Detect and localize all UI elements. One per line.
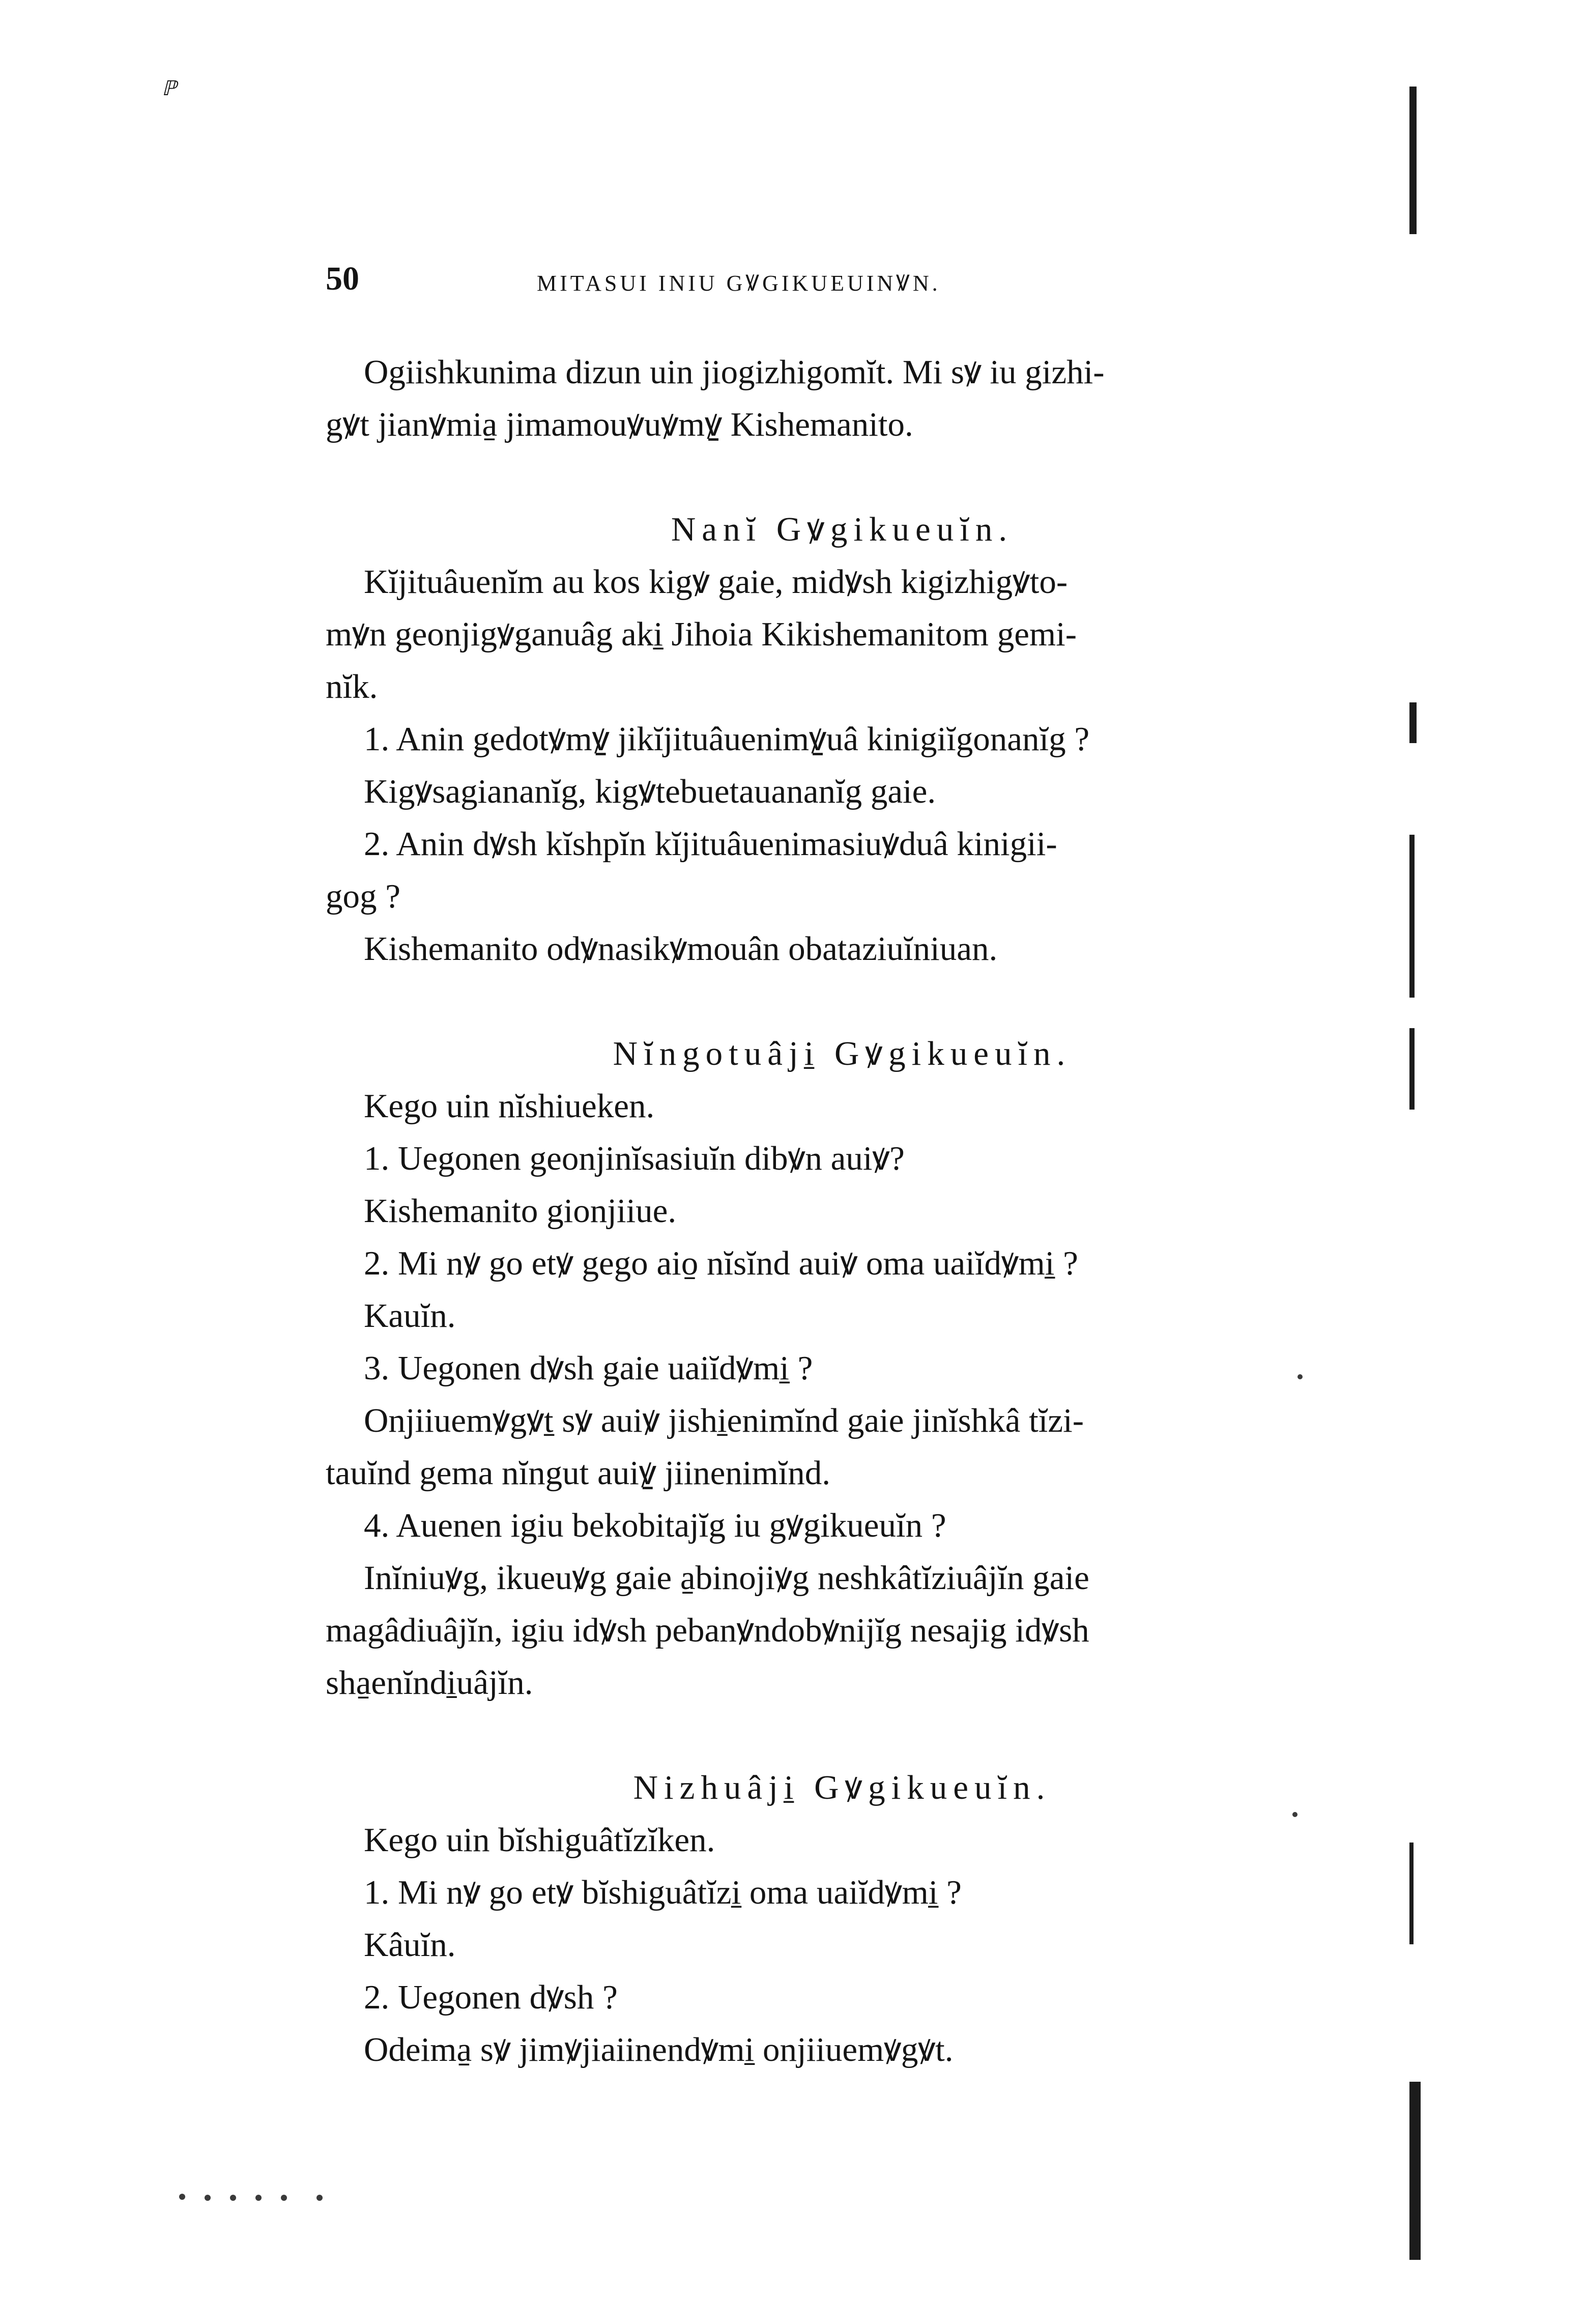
text-line: Ogiishkunima dizun uin jiogizhigomĭt. Mi sꝟ iu gizhi- — [364, 353, 1105, 391]
binding-edge-mark — [1409, 87, 1417, 234]
dust-speck — [1292, 1812, 1297, 1817]
binding-edge-mark — [1409, 1028, 1415, 1110]
question-line: 1. Uegonen geonjinĭsasiuĭn dibꝟn auiꝟ? — [364, 1140, 905, 1177]
question-line: 1. Anin gedotꝟmꝟ̱ jikĭjituâuenimꝟ̱uâ kinigiĭgonanĭg ? — [364, 720, 1090, 758]
binding-edge-mark — [1409, 1843, 1414, 1944]
section-heading: Nĭngotuâji̱ Gꝟgikueuĭn. — [613, 1035, 1072, 1072]
page-number: 50 — [326, 260, 359, 297]
dust-speck — [1297, 1374, 1303, 1379]
question-line: 2. Anin dꝟsh kĭshpĭn kĭjituâuenimasiuꝟduâ kinigii- — [364, 825, 1057, 863]
text-line: Kĭjituâuenĭm au kos kigꝟ gaie, midꝟsh kigizhigꝟto- — [364, 563, 1068, 601]
page-header — [326, 260, 1292, 305]
text-line: gꝟt jianꝟmia̱ jimamouꝟuꝟmꝟ̱ Kishemanito. — [326, 406, 913, 443]
answer-line: Onjiiuemꝟgꝟṯ sꝟ auiꝟ jishi̱enimĭnd gaie jinĭshkâ tĭzi- — [364, 1402, 1084, 1439]
answer-line: sha̱enĭndi̱uâjĭn. — [326, 1664, 533, 1702]
question-line: 2. Mi nꝟ go etꝟ gego aio̱ nĭsĭnd auiꝟ oma uaiĭdꝟmi̱ ? — [364, 1244, 1078, 1282]
text-line: Kego uin bĭshiguâtĭzĭken. — [364, 1821, 715, 1859]
dust-speck — [281, 2195, 287, 2201]
dust-speck — [230, 2195, 236, 2201]
question-line: 4. Auenen igiu bekobitajĭg iu gꝟgikueuĭn ? — [364, 1507, 946, 1544]
text-line: mꝟn geonjigꝟganuâg aki̱ Jihoia Kikishemanitom gemi- — [326, 615, 1077, 653]
answer-line: Kâuĭn. — [364, 1926, 456, 1964]
running-head: MITASUI INIU GꝞGIKUEUINꝞN. — [537, 271, 941, 296]
answer-line: Kishemanito gionjiiue. — [364, 1192, 677, 1230]
binding-edge-mark — [1409, 2082, 1421, 2260]
text-line: Kego uin nĭshiueken. — [364, 1087, 655, 1125]
answer-line: Inĭniuꝟg, ikueuꝟg gaie a̱binojiꝟg neshkâtĭziuâjĭn gaie — [364, 1559, 1089, 1597]
dust-speck — [316, 2195, 323, 2201]
answer-line: Odeima̱ sꝟ jimꝟjiaiinendꝟmi̱ onjiiuemꝟgꝟt. — [364, 2031, 954, 2068]
dust-speck — [205, 2195, 211, 2201]
binding-edge-mark — [1409, 702, 1417, 743]
answer-line: tauĭnd gema nĭngut auiꝟ̱ jiinenimĭnd. — [326, 1454, 831, 1492]
question-line: 1. Mi nꝟ go etꝟ bĭshiguâtĭzi̱ oma uaiĭdꝟmi̱ ? — [364, 1874, 962, 1911]
section-heading: Nizhuâji̱ Gꝟgikueuĭn. — [633, 1769, 1051, 1806]
binding-edge-mark — [1409, 835, 1415, 998]
question-line: 3. Uegonen dꝟsh gaie uaiĭdꝟmi̱ ? — [364, 1349, 813, 1387]
question-line: gog ? — [326, 877, 400, 915]
dust-speck — [179, 2194, 185, 2200]
question-line: 2. Uegonen dꝟsh ? — [364, 1978, 618, 2016]
corner-mark: ℙ — [162, 77, 177, 100]
section-heading: Nanĭ Gꝟgikueuĭn. — [671, 511, 1014, 548]
answer-line: Kishemanito odꝟnasikꝟmouân obataziuĭniuan. — [364, 930, 998, 968]
answer-line: Kauĭn. — [364, 1297, 456, 1335]
answer-line: Kigꝟsagiananĭg, kigꝟtebuetauananĭg gaie. — [364, 773, 936, 810]
answer-line: magâdiuâjĭn, igiu idꝟsh pebanꝟndobꝟnijĭg nesajig idꝟsh — [326, 1611, 1089, 1649]
dust-speck — [255, 2195, 262, 2201]
text-line: nĭk. — [326, 668, 378, 705]
page-body — [326, 346, 1292, 2076]
